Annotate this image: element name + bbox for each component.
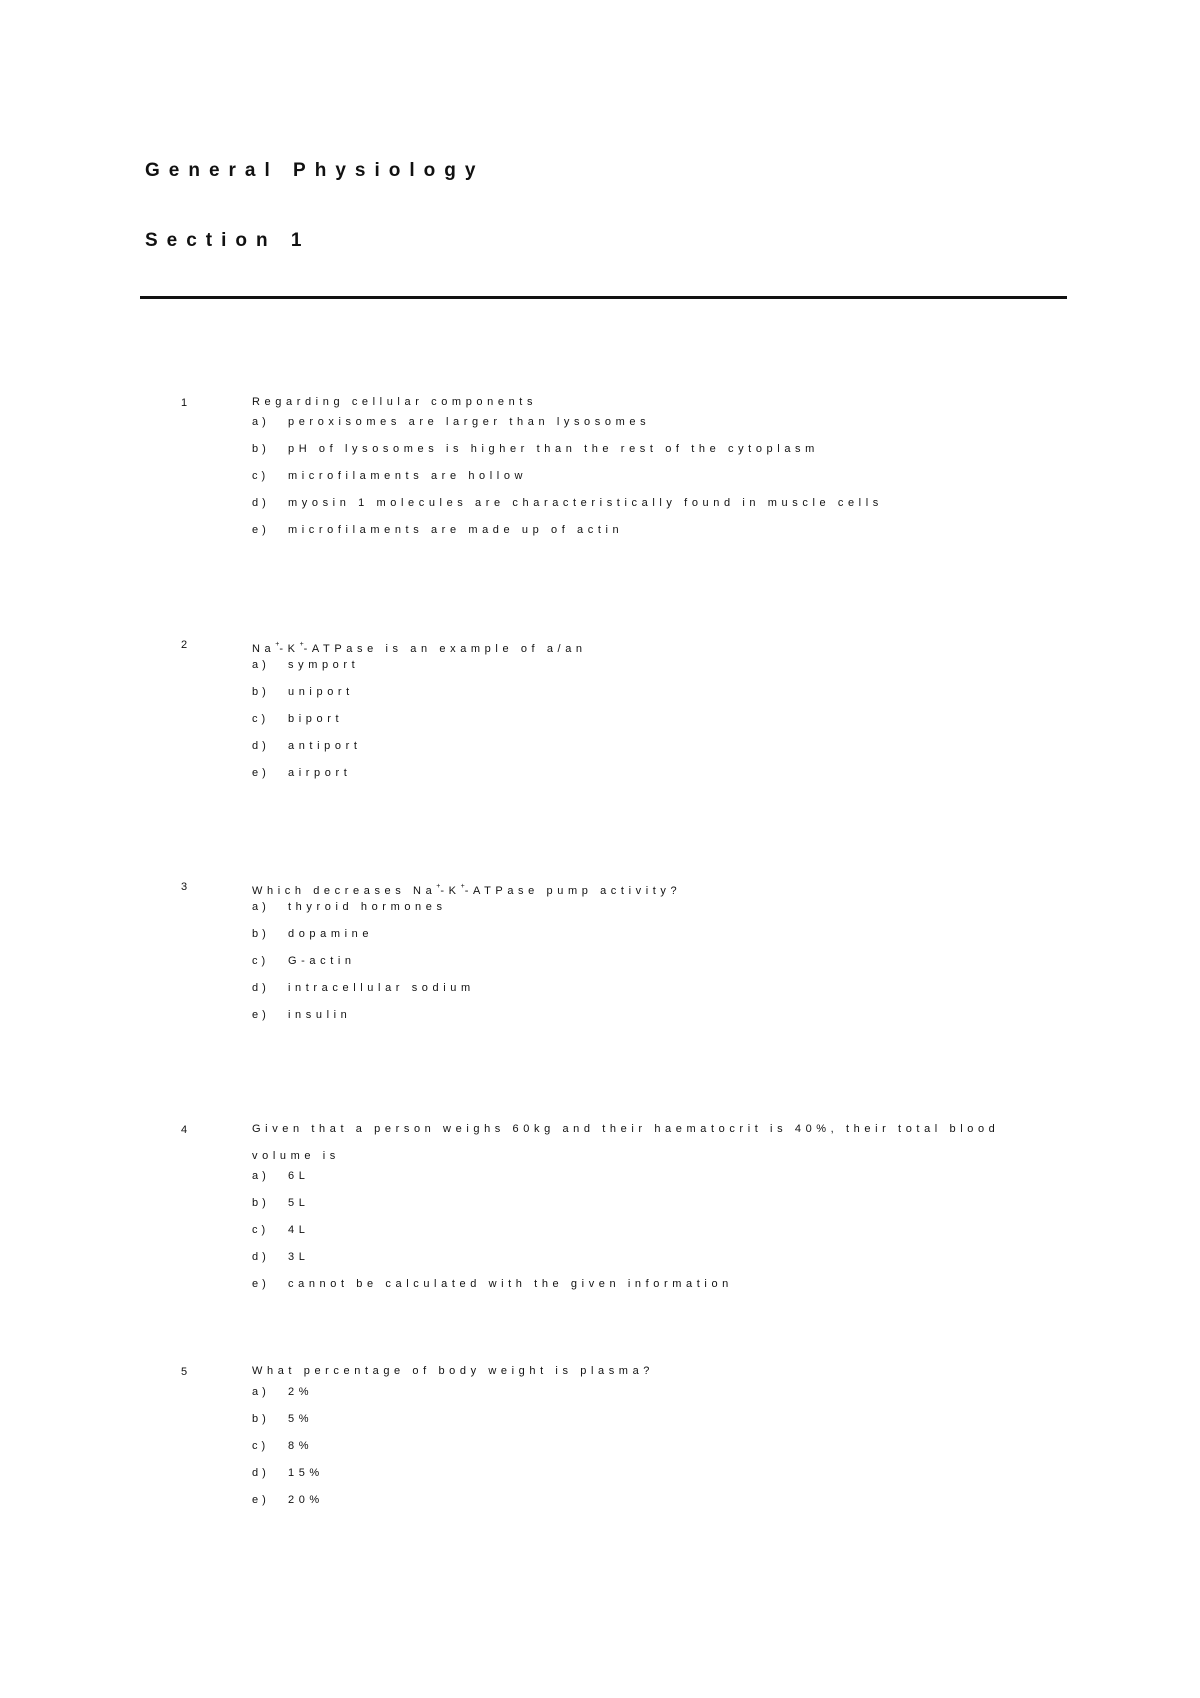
option-e xyxy=(252,1494,324,1521)
option-text: 20% xyxy=(288,1494,324,1506)
option-d xyxy=(252,1467,324,1494)
option-letter: b) xyxy=(252,443,270,455)
superscript-charge: + xyxy=(460,883,465,890)
option-text: microfilaments are made up of actin xyxy=(288,524,624,536)
option-text: antiport xyxy=(288,740,362,752)
option-text: dopamine xyxy=(288,928,374,940)
option-text: cannot be calculated with the given information xyxy=(288,1278,733,1290)
option-text: 8% xyxy=(288,1440,314,1452)
option-letter: e) xyxy=(252,1494,270,1506)
option-letter: c) xyxy=(252,1224,270,1236)
question-stem xyxy=(252,631,1032,663)
horizontal-rule xyxy=(140,296,1067,299)
option-text: 5% xyxy=(288,1413,314,1425)
option-c xyxy=(252,955,475,982)
option-a xyxy=(252,659,362,686)
option-e xyxy=(252,767,362,794)
option-text: microfilaments are hollow xyxy=(288,470,528,482)
option-b xyxy=(252,1413,324,1440)
option-d xyxy=(252,497,883,524)
option-letter: c) xyxy=(252,470,270,482)
option-letter: b) xyxy=(252,928,270,940)
option-d xyxy=(252,1251,733,1278)
option-letter: b) xyxy=(252,1413,270,1425)
option-a xyxy=(252,1170,733,1197)
option-list xyxy=(252,1386,324,1521)
superscript-charge: + xyxy=(299,641,304,648)
question-stem xyxy=(252,1358,1032,1385)
section-heading: Section 1 xyxy=(145,230,311,251)
question-stem xyxy=(252,389,1032,416)
option-b xyxy=(252,443,883,470)
superscript-charge: + xyxy=(436,883,441,890)
stem-text: Regarding cellular components xyxy=(252,396,538,408)
option-text: 3L xyxy=(288,1251,310,1263)
stem-text: Which decreases Na xyxy=(252,885,437,897)
option-letter: c) xyxy=(252,955,270,967)
stem-text: Given that a person weighs 60kg and their haematocrit is 40%, their total blood volume is xyxy=(252,1123,1000,1162)
option-text: thyroid hormones xyxy=(288,901,447,913)
question-number: 5 xyxy=(181,1366,192,1378)
option-letter: e) xyxy=(252,1009,270,1021)
option-list xyxy=(252,659,362,794)
option-c xyxy=(252,1440,324,1467)
option-list xyxy=(252,416,883,551)
option-text: intracellular sodium xyxy=(288,982,475,994)
option-e xyxy=(252,1009,475,1036)
option-letter: e) xyxy=(252,524,270,536)
option-letter: a) xyxy=(252,416,270,428)
document-title: General Physiology xyxy=(145,160,485,181)
stem-text: Na xyxy=(252,643,276,655)
option-letter: d) xyxy=(252,740,270,752)
option-text: peroxisomes are larger than lysosomes xyxy=(288,416,651,428)
option-b xyxy=(252,686,362,713)
stem-text: -ATPase pump activity? xyxy=(464,885,682,897)
option-b xyxy=(252,928,475,955)
option-letter: a) xyxy=(252,1170,270,1182)
option-letter: e) xyxy=(252,1278,270,1290)
option-letter: c) xyxy=(252,1440,270,1452)
superscript-charge: + xyxy=(275,641,280,648)
option-text: 4L xyxy=(288,1224,310,1236)
option-b xyxy=(252,1197,733,1224)
option-text: 6L xyxy=(288,1170,310,1182)
option-letter: d) xyxy=(252,497,270,509)
option-e xyxy=(252,1278,733,1305)
question-stem xyxy=(252,1116,1032,1170)
option-c xyxy=(252,470,883,497)
stem-text: What percentage of body weight is plasma? xyxy=(252,1365,654,1377)
option-text: 2% xyxy=(288,1386,314,1398)
option-letter: d) xyxy=(252,1467,270,1479)
option-text: insulin xyxy=(288,1009,352,1021)
option-letter: b) xyxy=(252,1197,270,1209)
question-number: 2 xyxy=(181,639,192,651)
option-text: airport xyxy=(288,767,352,779)
option-list xyxy=(252,1170,733,1305)
option-text: myosin 1 molecules are characteristically found in muscle cells xyxy=(288,497,883,509)
stem-text: -ATPase is an example of a/an xyxy=(303,643,587,655)
option-text: pH of lysosomes is higher than the rest of the cytoplasm xyxy=(288,443,819,455)
option-e xyxy=(252,524,883,551)
option-letter: b) xyxy=(252,686,270,698)
option-letter: d) xyxy=(252,1251,270,1263)
option-c xyxy=(252,713,362,740)
question-number: 1 xyxy=(181,397,192,409)
option-letter: a) xyxy=(252,659,270,671)
option-a xyxy=(252,901,475,928)
option-letter: e) xyxy=(252,767,270,779)
stem-text: -K xyxy=(279,643,300,655)
option-c xyxy=(252,1224,733,1251)
option-text: 15% xyxy=(288,1467,324,1479)
option-d xyxy=(252,740,362,767)
option-text: 5L xyxy=(288,1197,310,1209)
option-letter: c) xyxy=(252,713,270,725)
option-d xyxy=(252,982,475,1009)
option-letter: a) xyxy=(252,901,270,913)
option-letter: a) xyxy=(252,1386,270,1398)
option-text: symport xyxy=(288,659,360,671)
option-a xyxy=(252,1386,324,1413)
option-list xyxy=(252,901,475,1036)
question-number: 3 xyxy=(181,881,192,893)
question-number: 4 xyxy=(181,1124,192,1136)
option-a xyxy=(252,416,883,443)
option-text: biport xyxy=(288,713,344,725)
option-text: uniport xyxy=(288,686,354,698)
option-letter: d) xyxy=(252,982,270,994)
option-text: G-actin xyxy=(288,955,356,967)
stem-text: -K xyxy=(440,885,461,897)
